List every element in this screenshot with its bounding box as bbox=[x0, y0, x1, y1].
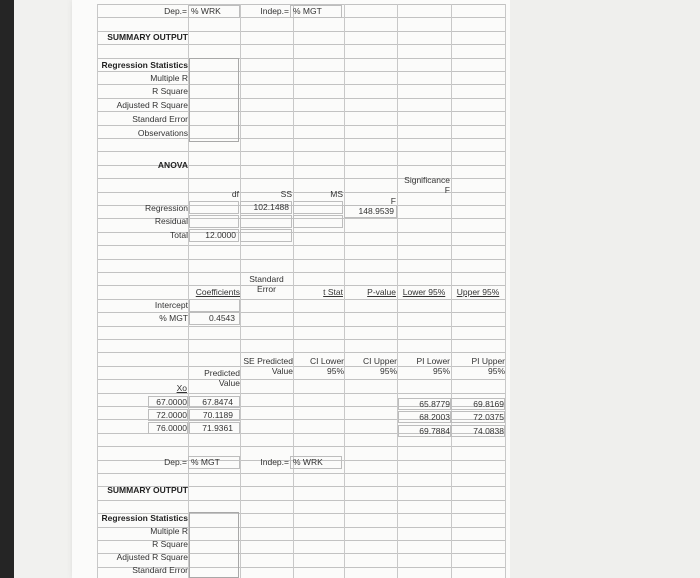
regression-statistics-title-2: Regression Statistics bbox=[101, 513, 188, 523]
background-edge bbox=[0, 0, 14, 578]
indep-value-cell[interactable]: % MGT bbox=[290, 5, 342, 18]
pred-row-2-pi-upper[interactable]: 72.0375 bbox=[451, 411, 505, 423]
stat-label-adjusted-r-square: Adjusted R Square bbox=[116, 100, 188, 110]
pred-header-predicted-value: Predicted Value bbox=[204, 368, 240, 388]
coef-header-p-value: P-value bbox=[367, 287, 396, 297]
stat-label-multiple-r: Multiple R bbox=[150, 73, 188, 83]
pred-header-pi-lower: PI Lower 95% bbox=[416, 356, 450, 376]
grid-row-line bbox=[97, 446, 505, 447]
anova-header-df: df bbox=[231, 189, 239, 199]
anova-regression-ms[interactable] bbox=[293, 201, 343, 214]
anova-residual-ss[interactable] bbox=[240, 215, 292, 228]
indep-value-cell-2[interactable]: % WRK bbox=[290, 456, 342, 469]
coef-header-lower95: Lower 95% bbox=[402, 287, 446, 297]
stats-value-box[interactable] bbox=[189, 58, 239, 142]
grid-row-line bbox=[97, 272, 505, 273]
stat-label-r-square: R Square bbox=[152, 86, 188, 96]
anova-row-residual-label: Residual bbox=[154, 216, 188, 226]
anova-regression-ss[interactable]: 102.1488 bbox=[240, 201, 292, 214]
indep-label-2: Indep.= bbox=[260, 457, 289, 467]
dep-value-cell[interactable]: % WRK bbox=[188, 5, 240, 18]
anova-header-ss: SS bbox=[280, 189, 292, 199]
grid-row-line bbox=[97, 151, 505, 152]
grid-row-line bbox=[97, 259, 505, 260]
anova-total-df[interactable]: 12.0000 bbox=[189, 229, 239, 242]
pred-row-3-predicted[interactable]: 71.9361 bbox=[189, 422, 240, 434]
anova-total-ss[interactable] bbox=[240, 229, 292, 242]
coef-header-coefficients: Coefficients bbox=[195, 287, 240, 297]
anova-regression-df[interactable] bbox=[189, 201, 239, 214]
pred-row-2-pi-lower[interactable]: 68.2003 bbox=[398, 411, 451, 423]
stat-label-adjusted-r-square-2: Adjusted R Square bbox=[116, 552, 188, 562]
grid-row-line bbox=[97, 285, 505, 286]
anova-residual-ms[interactable] bbox=[293, 215, 343, 228]
anova-header-significance-f: Significance F bbox=[404, 175, 450, 195]
pred-row-2-xo[interactable]: 72.0000 bbox=[148, 409, 188, 421]
anova-row-regression-label: Regression bbox=[145, 203, 188, 213]
indep-label: Indep.= bbox=[260, 6, 289, 16]
pred-row-3-xo[interactable]: 76.0000 bbox=[148, 422, 188, 434]
summary-output-title-2: SUMMARY OUTPUT bbox=[107, 485, 188, 495]
anova-title: ANOVA bbox=[157, 160, 188, 170]
stats-value-box-2[interactable] bbox=[189, 512, 239, 578]
grid-row-line bbox=[97, 473, 505, 474]
pred-row-1-predicted[interactable]: 67.8474 bbox=[189, 396, 240, 408]
grid-row-line bbox=[97, 98, 505, 99]
pred-row-3-pi-lower[interactable]: 69.7884 bbox=[398, 425, 451, 437]
grid-row-line bbox=[97, 500, 505, 501]
grid-row-line bbox=[97, 245, 505, 246]
coef-row-intercept-label: Intercept bbox=[154, 300, 188, 310]
pred-header-xo: Xo bbox=[176, 383, 187, 393]
coef-header-standard-error: Standard Error bbox=[249, 274, 284, 294]
grid-row-line bbox=[97, 326, 505, 327]
stat-label-standard-error: Standard Error bbox=[132, 114, 188, 124]
grid-row-line bbox=[97, 352, 505, 353]
anova-residual-df[interactable] bbox=[189, 215, 239, 228]
coef-row-mgt-label: % MGT bbox=[159, 313, 188, 323]
dep-value-cell-2[interactable]: % MGT bbox=[188, 456, 240, 469]
anova-row-total-label: Total bbox=[170, 230, 188, 240]
stat-label-standard-error-2: Standard Error bbox=[132, 565, 188, 575]
pred-row-1-pi-lower[interactable]: 65.8779 bbox=[398, 398, 451, 410]
coef-header-upper95: Upper 95% bbox=[456, 287, 500, 297]
anova-header-f: F bbox=[390, 196, 396, 206]
pred-row-1-xo[interactable]: 67.0000 bbox=[148, 396, 188, 408]
stat-label-multiple-r-2: Multiple R bbox=[150, 526, 188, 536]
regression-statistics-title: Regression Statistics bbox=[101, 60, 188, 70]
grid-column-line bbox=[505, 4, 506, 578]
summary-output-title: SUMMARY OUTPUT bbox=[107, 32, 188, 42]
anova-regression-f[interactable]: 148.9539 bbox=[344, 205, 397, 218]
pred-row-3-pi-upper[interactable]: 74.0838 bbox=[451, 425, 505, 437]
pred-row-1-pi-upper[interactable]: 69.8169 bbox=[451, 398, 505, 410]
pred-header-ci-upper: CI Upper 95% bbox=[362, 356, 397, 376]
coef-mgt-value[interactable]: 0.4543 bbox=[189, 312, 240, 325]
pred-row-2-predicted[interactable]: 70.1189 bbox=[189, 409, 240, 421]
pred-header-pi-upper: PI Upper 95% bbox=[471, 356, 505, 376]
anova-header-ms: MS bbox=[330, 189, 343, 199]
coef-intercept-value[interactable] bbox=[189, 299, 240, 312]
coef-header-t-stat: t Stat bbox=[323, 287, 343, 297]
grid-row-line bbox=[97, 339, 505, 340]
grid-row-line bbox=[97, 58, 505, 59]
pred-header-se-predicted-value: SE Predicted Value bbox=[243, 356, 293, 376]
stat-label-observations: Observations bbox=[137, 128, 188, 138]
pred-header-ci-lower: CI Lower 95% bbox=[309, 356, 344, 376]
stat-label-r-square-2: R Square bbox=[152, 539, 188, 549]
dep-label-2: Dep.= bbox=[164, 457, 187, 467]
dep-label: Dep.= bbox=[164, 6, 187, 16]
page-margin bbox=[510, 0, 700, 578]
